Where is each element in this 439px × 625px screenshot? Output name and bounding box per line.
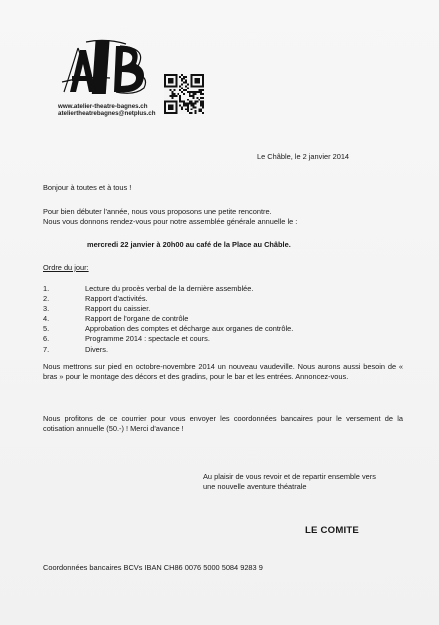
agenda-item-number: 5. <box>43 324 50 334</box>
greeting: Bonjour à toutes et à tous ! <box>43 183 132 192</box>
agenda-item-number: 3. <box>43 304 50 314</box>
agenda-list <box>43 284 293 355</box>
agenda-item-number: 2. <box>43 294 50 304</box>
agenda-item-number: 7. <box>43 344 50 354</box>
qr-code <box>164 74 204 114</box>
agenda-item <box>43 294 293 304</box>
agenda-item-text: Programme 2014 : spectacle et cours. <box>85 334 210 344</box>
signature: LE COMITE <box>305 525 360 536</box>
email-link[interactable]: ateliertheatrebagnes@netplus.ch <box>58 110 156 118</box>
agenda-item-text: Rapport du caissier. <box>85 304 151 314</box>
agenda-item <box>43 284 293 294</box>
meeting-details: mercredi 22 janvier à 20h00 au café de la Place au Châble. <box>87 240 291 249</box>
contact-info <box>58 103 156 118</box>
bank-details: Coordonnées bancaires BCVs IBAN CH86 0076 5000 5084 9283 9 <box>43 563 263 572</box>
agenda-item-text: Rapport de l'organe de contrôle <box>85 314 189 324</box>
intro-line-2: Nous vous donnons rendez-vous pour notre assemblée générale annuelle le : <box>43 217 298 226</box>
atb-logo <box>56 34 156 104</box>
agenda-item <box>43 304 293 314</box>
agenda-item-number: 6. <box>43 334 50 344</box>
agenda-title: Ordre du jour: <box>43 263 89 272</box>
agenda-item-number: 4. <box>43 314 50 324</box>
closing-line-1: Au plaisir de vous revoir et de repartir ensemble vers <box>203 472 376 481</box>
agenda-item <box>43 334 293 344</box>
letter-date: Le Châble, le 2 janvier 2014 <box>257 152 350 161</box>
website-link[interactable]: www.atelier-theatre-bagnes.ch <box>58 103 148 110</box>
closing-remarks <box>203 472 376 491</box>
agenda-item-text: Divers. <box>85 344 108 354</box>
intro-line-1: Pour bien débuter l'année, nous vous proposons une petite rencontre. <box>43 207 272 216</box>
atb-logo-graphic <box>56 34 156 104</box>
agenda-item-text: Approbation des comptes et décharge aux organes de contrôle. <box>85 324 294 334</box>
closing-line-2: une nouvelle aventure théatrale <box>203 481 307 491</box>
agenda-item <box>43 324 293 334</box>
paragraph-bank: Nous profitons de ce courrier pour vous envoyer les coordonnées bancaires pour le versement de la cotisation annuelle (50.-) ! Merci d'avance ! <box>43 414 403 433</box>
agenda-item-text: Rapport d'activités. <box>85 294 148 304</box>
agenda-item-number: 1. <box>43 284 50 293</box>
agenda-item <box>43 314 293 324</box>
agenda-item <box>43 345 293 355</box>
agenda-item-text: Lecture du procès verbal de la dernière assemblée. <box>85 284 254 293</box>
paragraph-vaudeville: Nous mettrons sur pied en octobre-novembre 2014 un nouveau vaudeville. Nous aurons aussi besoin de « bras » pour le montage des décors et des gradins, pour le bar et les entrées. Annoncez-vous. <box>43 362 403 381</box>
